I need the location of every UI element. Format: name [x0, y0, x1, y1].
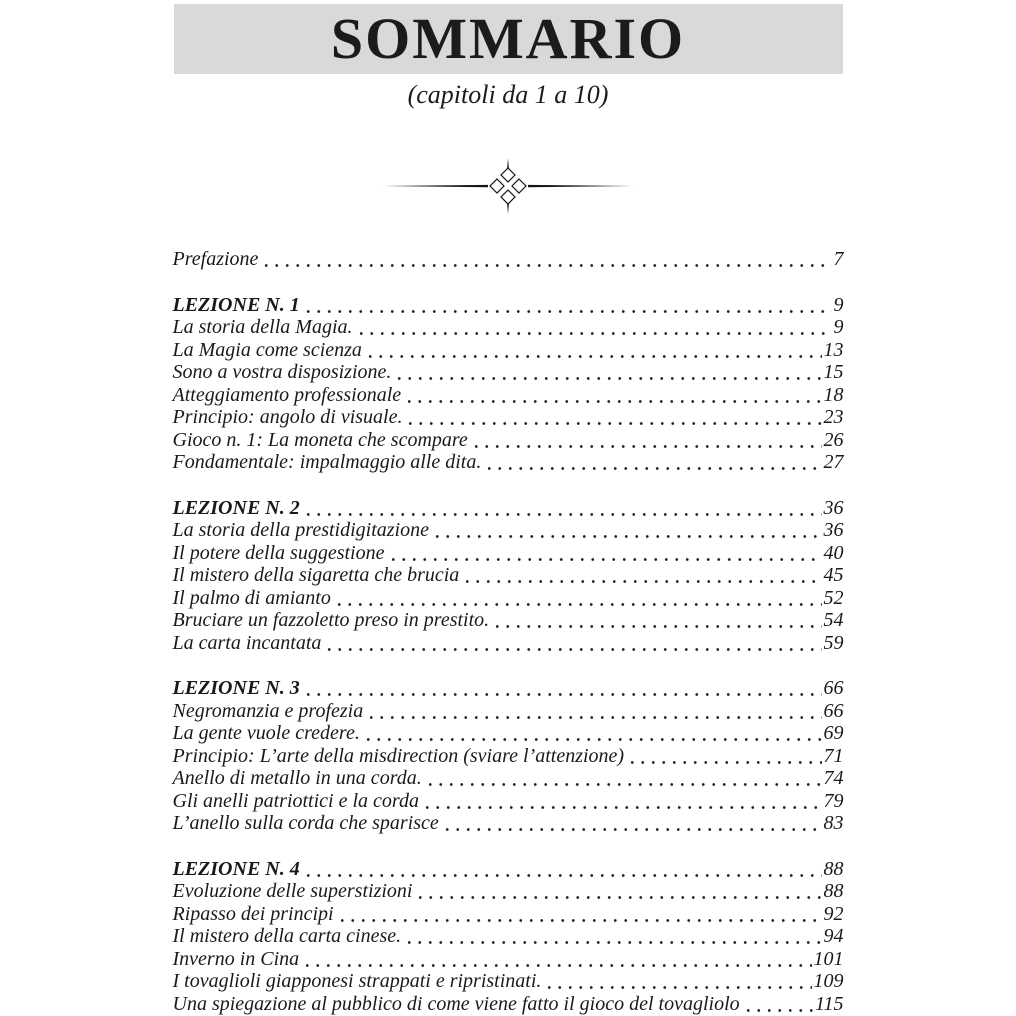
- dot-leader: [261, 248, 831, 271]
- toc-entry-row: [173, 903, 844, 926]
- toc-section: [173, 677, 844, 835]
- toc-entry-row: [173, 248, 844, 271]
- toc-entry-row: [173, 632, 844, 655]
- entry-page-number: 109: [813, 970, 844, 992]
- dot-leader: [303, 677, 822, 700]
- section-title: LEZIONE N. 3: [172, 677, 300, 699]
- toc-entry-row: [173, 745, 844, 768]
- section-title: LEZIONE N. 2: [172, 496, 300, 519]
- dot-leader: [365, 339, 822, 362]
- dot-leader: [366, 700, 821, 723]
- dot-leader: [743, 993, 813, 1016]
- toc-entry-row: [173, 316, 844, 339]
- toc-header-row: [173, 497, 844, 520]
- entry-title: La carta incantata: [172, 631, 322, 654]
- toc-entry-row: [173, 406, 844, 429]
- entry-title: Fondamentale: impalmaggio alle dita.: [172, 451, 482, 473]
- entry-page-number: 92: [823, 902, 844, 925]
- entry-page-number: 83: [823, 812, 844, 834]
- diamond-ornament-icon: [383, 156, 633, 216]
- dot-leader: [422, 790, 822, 813]
- toc-section: [173, 248, 844, 271]
- entry-page-number: 27: [823, 451, 844, 473]
- dot-leader: [415, 880, 821, 903]
- entry-title: Principio: L’arte della misdirection (sviare l’attenzione): [172, 744, 625, 767]
- dot-leader: [492, 609, 821, 632]
- entry-title: Sono a vostra disposizione.: [172, 361, 392, 383]
- dot-leader: [484, 451, 821, 474]
- dot-leader: [324, 632, 821, 655]
- dot-leader: [363, 722, 822, 745]
- toc-section: [173, 497, 844, 655]
- toc-entry-row: [173, 519, 844, 542]
- entry-page-number: 69: [823, 722, 844, 744]
- toc-header-row: [173, 858, 844, 881]
- entry-page-number: 71: [823, 744, 844, 767]
- entry-page-number: 7: [833, 248, 844, 270]
- page-title: SOMMARIO: [330, 6, 686, 71]
- dot-leader: [432, 519, 822, 542]
- entry-page-number: 13: [823, 338, 844, 361]
- toc-entry-row: [173, 429, 844, 452]
- entry-page-number: 101: [813, 947, 844, 970]
- table-of-contents: [173, 248, 844, 1015]
- entry-title: Il mistero della sigaretta che brucia: [172, 564, 460, 586]
- toc-entry-row: [173, 542, 844, 565]
- dot-leader: [356, 316, 832, 339]
- entry-page-number: 36: [823, 519, 844, 541]
- entry-page-number: 94: [823, 925, 844, 947]
- section-title: LEZIONE N. 4: [172, 857, 300, 880]
- entry-page-number: 74: [823, 767, 844, 789]
- dot-leader: [334, 587, 822, 610]
- entry-page-number: 52: [823, 586, 844, 609]
- title-banner: [174, 4, 843, 74]
- dot-leader: [303, 858, 822, 881]
- entry-title: I tovaglioli giapponesi strappati e ripristinati.: [172, 970, 542, 992]
- toc-entry-row: [173, 970, 844, 993]
- dot-leader: [337, 903, 822, 926]
- dot-leader: [627, 745, 821, 768]
- entry-page-number: 79: [823, 789, 844, 812]
- toc-entry-row: [173, 384, 844, 407]
- entry-title: Bruciare un fazzoletto preso in prestito.: [172, 609, 490, 631]
- entry-page-number: 115: [814, 992, 844, 1015]
- entry-title: Principio: angolo di visuale.: [172, 406, 403, 428]
- dot-leader: [388, 542, 822, 565]
- entry-title: Anello di metallo in una corda.: [172, 767, 422, 789]
- entry-page-number: 59: [823, 631, 844, 654]
- dot-leader: [425, 767, 822, 790]
- dot-leader: [404, 384, 821, 407]
- entry-title: Evoluzione delle superstizioni: [172, 880, 413, 902]
- entry-title: La Magia come scienza: [172, 338, 362, 361]
- entry-title: Il mistero della carta cinese.: [172, 925, 402, 947]
- entry-page-number: 45: [823, 564, 844, 586]
- entry-page-number: 54: [823, 609, 844, 631]
- dot-leader: [303, 497, 822, 520]
- entry-page-number: 15: [823, 361, 844, 383]
- toc-entry-row: [173, 993, 844, 1016]
- toc-entry-row: [173, 722, 844, 745]
- toc-section: [173, 858, 844, 1016]
- entry-page-number: 9: [833, 316, 844, 338]
- toc-entry-row: [173, 451, 844, 474]
- dot-leader: [462, 564, 821, 587]
- entry-title: Una spiegazione al pubblico di come viene fatto il gioco del tovagliolo: [172, 992, 740, 1015]
- dot-leader: [471, 429, 822, 452]
- toc-entry-row: [173, 700, 844, 723]
- toc-entry-row: [173, 587, 844, 610]
- toc-entry-row: [173, 880, 844, 903]
- entry-title: Atteggiamento professionale: [172, 383, 402, 406]
- entry-page-number: 23: [823, 406, 844, 428]
- entry-page-number: 40: [823, 541, 844, 564]
- dot-leader: [302, 948, 811, 971]
- entry-title: Inverno in Cina: [172, 947, 300, 970]
- entry-page-number: 36: [823, 496, 844, 519]
- ornament-divider: [0, 156, 1016, 216]
- toc-entry-row: [173, 361, 844, 384]
- entry-title: L’anello sulla corda che sparisce: [172, 812, 439, 834]
- dot-leader: [404, 925, 821, 948]
- entry-title: Gioco n. 1: La moneta che scompare: [172, 428, 468, 451]
- entry-page-number: 88: [823, 857, 844, 880]
- entry-title: Gli anelli patriottici e la corda: [172, 789, 419, 812]
- entry-page-number: 26: [823, 428, 844, 451]
- entry-title: Il palmo di amianto: [172, 586, 331, 609]
- dot-leader: [442, 812, 822, 835]
- entry-page-number: 88: [823, 880, 844, 902]
- toc-header-row: [173, 294, 844, 317]
- entry-title: La gente vuole credere.: [172, 722, 360, 744]
- toc-section: [173, 294, 844, 474]
- entry-page-number: 18: [823, 383, 844, 406]
- toc-header-row: [173, 677, 844, 700]
- entry-title: Prefazione: [172, 248, 259, 270]
- dot-leader: [303, 294, 832, 317]
- toc-entry-row: [173, 948, 844, 971]
- toc-entry-row: [173, 339, 844, 362]
- entry-title: La storia della Magia.: [172, 316, 353, 338]
- toc-entry-row: [173, 925, 844, 948]
- entry-page-number: 66: [823, 699, 844, 722]
- entry-title: La storia della prestidigitazione: [172, 519, 429, 541]
- dot-leader: [544, 970, 811, 993]
- entry-title: Ripasso dei principi: [172, 902, 334, 925]
- page-subtitle: (capitoli da 1 a 10): [407, 80, 609, 109]
- section-title: LEZIONE N. 1: [172, 293, 300, 316]
- entry-title: Il potere della suggestione: [172, 541, 385, 564]
- toc-entry-row: [173, 609, 844, 632]
- entry-page-number: 9: [833, 293, 844, 316]
- toc-entry-row: [173, 812, 844, 835]
- dot-leader: [405, 406, 821, 429]
- entry-page-number: 66: [823, 677, 844, 699]
- entry-title: Negromanzia e profezia: [172, 699, 364, 722]
- toc-entry-row: [173, 790, 844, 813]
- toc-entry-row: [173, 564, 844, 587]
- toc-entry-row: [173, 767, 844, 790]
- dot-leader: [394, 361, 821, 384]
